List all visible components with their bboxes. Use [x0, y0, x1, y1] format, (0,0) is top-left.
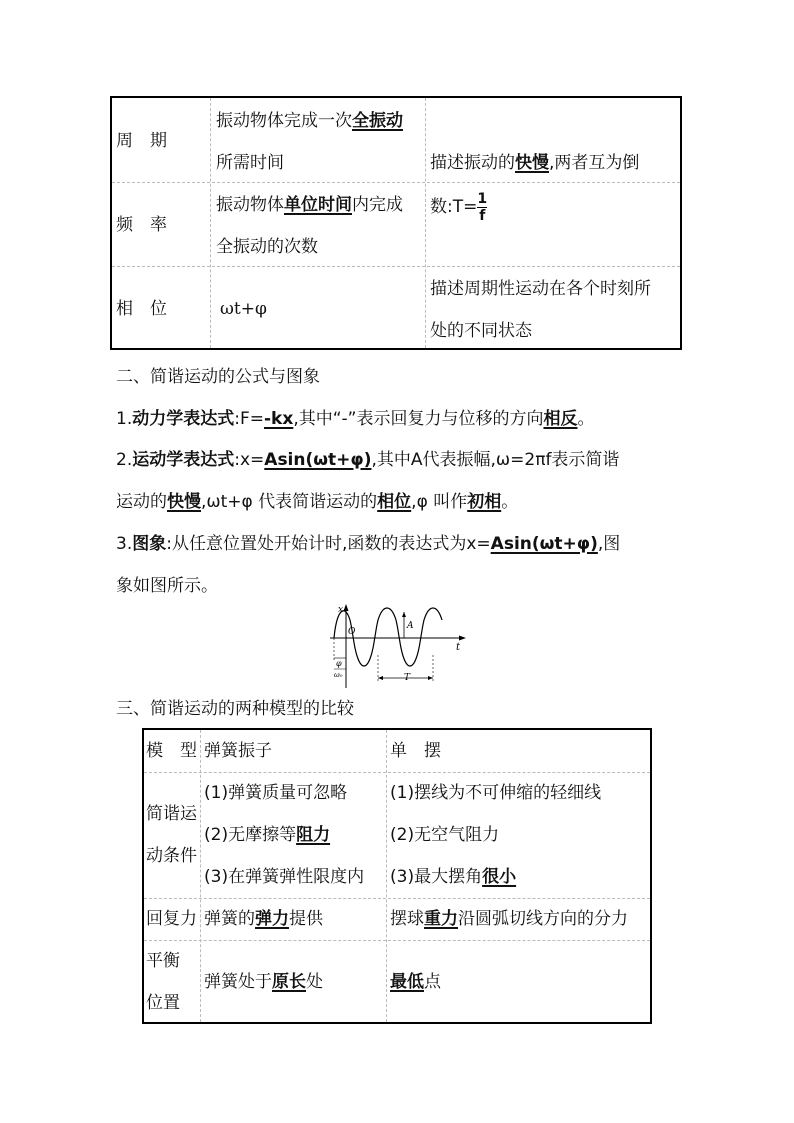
header-pendulum: 单 摆	[390, 741, 441, 761]
phase-description-line2: 处的不同状态	[430, 321, 532, 341]
sine-curve	[334, 608, 442, 666]
fraction-numerator: 1	[477, 190, 488, 207]
model-comparison-table	[142, 728, 652, 1024]
x-axis-arrow	[344, 604, 349, 611]
pendulum-restoring-force: 摆球重力沿圆弧切线方向的分力	[390, 909, 628, 929]
condition-label-line2: 动条件	[146, 846, 197, 866]
phase-denominator: ω₀	[334, 671, 343, 679]
spring-restoring-force: 弹簧的弹力提供	[204, 909, 323, 929]
condition-label: 简谐运	[146, 804, 197, 824]
header-model: 模 型	[146, 741, 197, 761]
amplitude-label: A	[407, 621, 414, 631]
phase-expression: ωt+φ	[220, 299, 267, 319]
phase-description: 描述周期性运动在各个时刻所	[430, 279, 651, 299]
t-axis-arrow	[459, 636, 466, 641]
kinematics-expression-line2: 运动的快慢,ωt+φ 代表简谐运动的相位,φ 叫作初相。	[116, 492, 519, 512]
frequency-label: 频 率	[116, 215, 167, 235]
header-spring: 弹簧振子	[204, 741, 272, 761]
frequency-definition: 振动物体单位时间内完成	[216, 195, 403, 215]
period-definition-line2: 所需时间	[216, 153, 284, 173]
pendulum-equilibrium: 最低点	[390, 972, 441, 992]
kinematics-expression: 2.运动学表达式:x=Asin(ωt+φ),其中A代表振幅,ω=2πf表示简谐	[116, 450, 620, 470]
section2-heading: 二、简谐运动的公式与图象	[116, 367, 320, 387]
frequency-definition-line2: 全振动的次数	[216, 237, 318, 257]
dynamics-expression: 1.动力学表达式:F=-kx,其中“-”表示回复力与位移的方向相反。	[116, 409, 595, 429]
t-axis-label: t	[456, 642, 461, 653]
pendulum-condition-2: (2)无空气阻力	[390, 825, 500, 845]
x-axis-label: x	[338, 605, 344, 615]
definitions-table	[110, 96, 682, 350]
pendulum-condition-1: (1)摆线为不可伸缩的轻细线	[390, 783, 602, 803]
sine-wave-figure	[328, 600, 468, 690]
spring-condition-1: (1)弹簧质量可忽略	[204, 783, 348, 803]
fraction-denominator: f	[479, 207, 486, 224]
restoring-force-label: 回复力	[146, 909, 197, 929]
relation-formula: 数:T= $\frac{1}{f}$	[430, 190, 488, 224]
phase-label: 相 位	[116, 299, 167, 319]
section3-heading: 三、简谐运动的两种模型的比较	[116, 699, 354, 719]
equilibrium-label: 平衡	[146, 951, 180, 971]
period-frequency-relation: 描述振动的快慢,两者互为倒	[430, 153, 640, 173]
period-label: T	[404, 673, 411, 683]
graph-description: 3.图象:从任意位置处开始计时,函数的表达式为x=Asin(ωt+φ),图	[116, 534, 621, 554]
equilibrium-label-line2: 位置	[146, 993, 180, 1013]
origin-label: O	[348, 627, 356, 637]
period-definition: 振动物体完成一次全振动	[216, 111, 403, 131]
pendulum-condition-3: (3)最大摆角很小	[390, 867, 517, 887]
period-label: 周 期	[116, 131, 167, 151]
spring-equilibrium: 弹簧处于原长处	[204, 972, 323, 992]
phase-numerator: φ	[336, 659, 342, 668]
spring-condition-3: (3)在弹簧弹性限度内	[204, 867, 365, 887]
spring-condition-2: (2)无摩擦等阻力	[204, 825, 331, 845]
graph-description-line2: 象如图所示。	[116, 576, 218, 596]
